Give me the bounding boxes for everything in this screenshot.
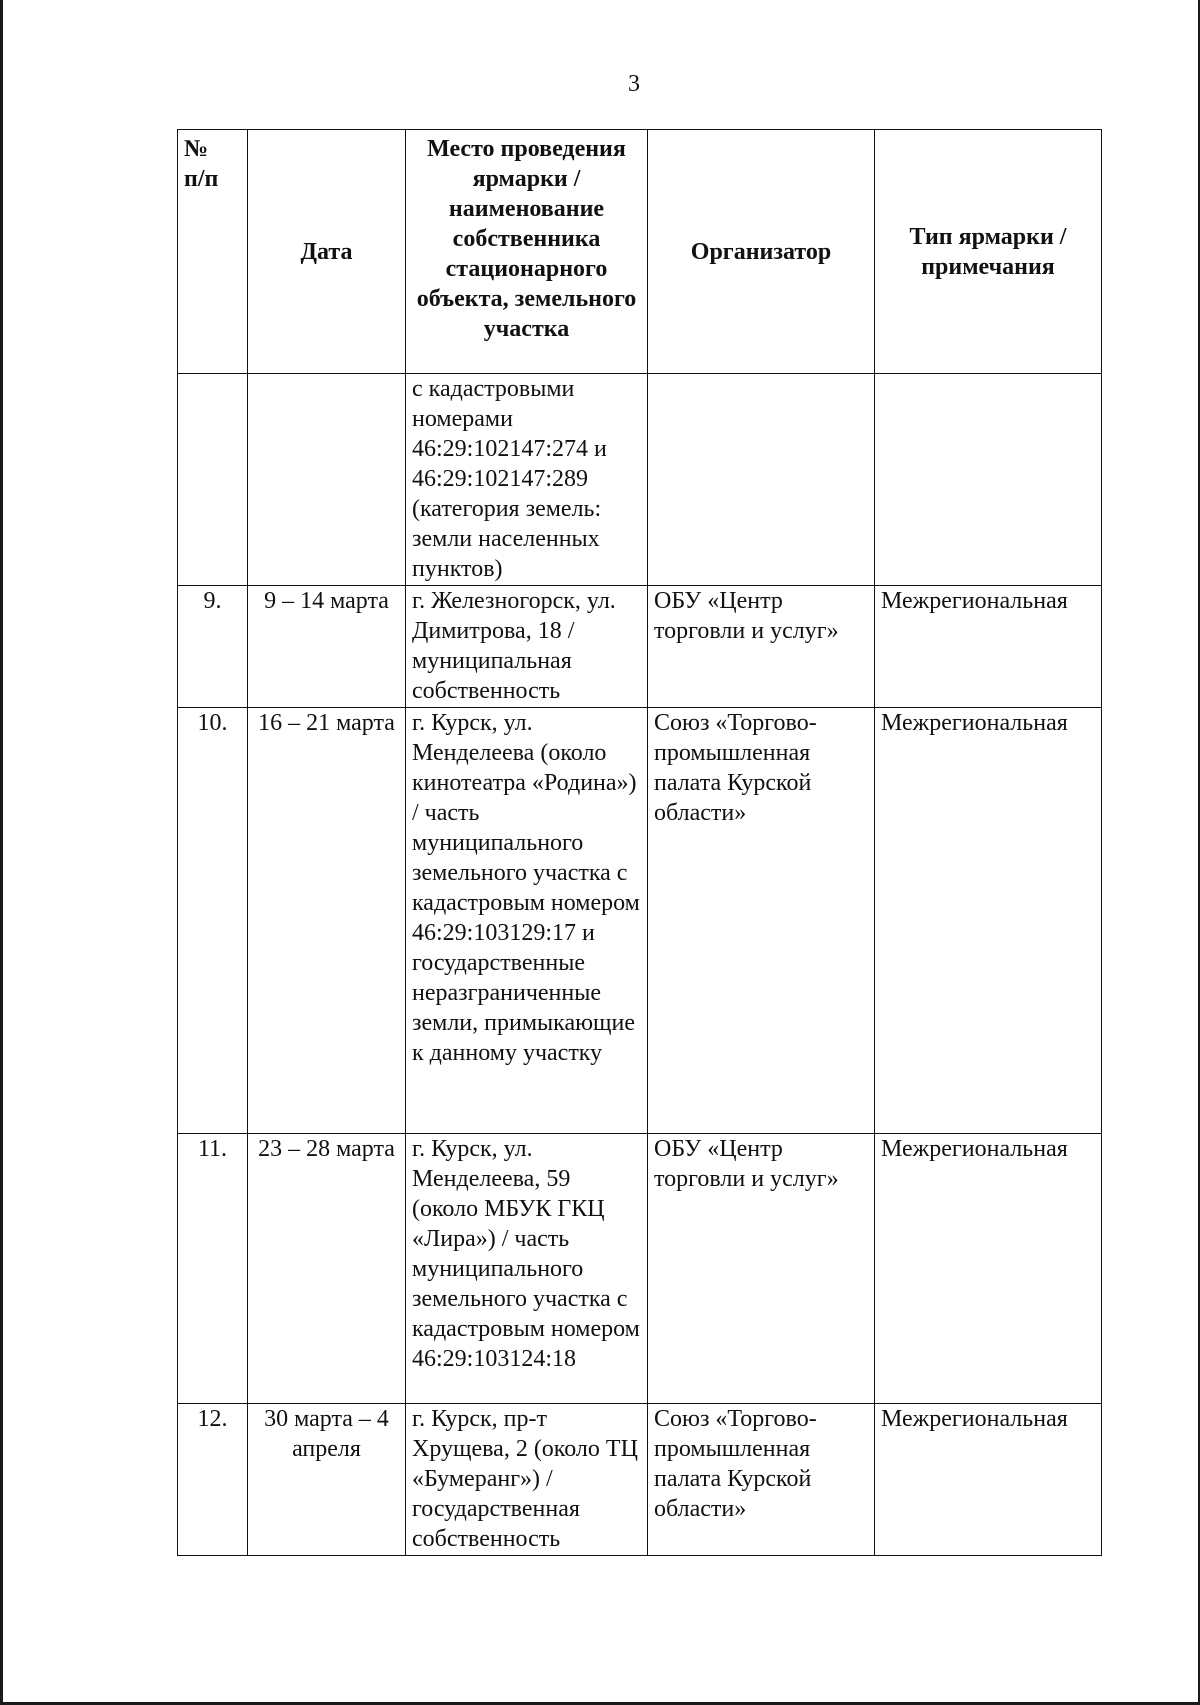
row-organizer: Союз «Торгово-промышленная палата Курской области» bbox=[648, 1404, 875, 1556]
row-date: 9 – 14 марта bbox=[248, 586, 406, 708]
row-number bbox=[178, 374, 248, 586]
row-place: г. Железногорск, ул. Димитрова, 18 / муниципальная собственность bbox=[406, 586, 648, 708]
row-type: Межрегиональная bbox=[875, 1134, 1102, 1404]
row-date: 30 марта – 4 апреля bbox=[248, 1404, 406, 1556]
row-type: Межрегиональная bbox=[875, 708, 1102, 1134]
row-date bbox=[248, 374, 406, 586]
row-number: 12. bbox=[178, 1404, 248, 1556]
row-organizer: ОБУ «Центр торговли и услуг» bbox=[648, 1134, 875, 1404]
row-organizer bbox=[648, 374, 875, 586]
header-organizer: Организатор bbox=[648, 130, 875, 374]
table-row bbox=[178, 1134, 1102, 1404]
row-date: 23 – 28 марта bbox=[248, 1134, 406, 1404]
row-date: 16 – 21 марта bbox=[248, 708, 406, 1134]
row-organizer: Союз «Торгово-промышленная палата Курской области» bbox=[648, 708, 875, 1134]
row-organizer: ОБУ «Центр торговли и услуг» bbox=[648, 586, 875, 708]
header-type: Тип ярмарки / примечания bbox=[875, 130, 1102, 374]
row-type: Межрегиональная bbox=[875, 1404, 1102, 1556]
header-place: Место проведения ярмарки / наименование собственника стационарного объекта, земельного участка bbox=[406, 130, 648, 374]
row-number: 11. bbox=[178, 1134, 248, 1404]
table-row bbox=[178, 586, 1102, 708]
fairs-table bbox=[177, 129, 1102, 1556]
row-place: г. Курск, ул. Менделеева, 59 (около МБУК ГКЦ «Лира») / часть муниципального земельного участка с кадастровым номером 46:29:103124:18 bbox=[406, 1134, 648, 1404]
header-date: Дата bbox=[248, 130, 406, 374]
table-header-row bbox=[178, 130, 1102, 374]
page-number: 3 bbox=[628, 71, 640, 97]
scan-border-left bbox=[0, 0, 3, 1705]
row-place: с кадастровыми номерами 46:29:102147:274 и 46:29:102147:289 (категория земель: земли населенных пунктов) bbox=[406, 374, 648, 586]
row-type bbox=[875, 374, 1102, 586]
row-number: 10. bbox=[178, 708, 248, 1134]
header-number: № п/п bbox=[178, 130, 248, 374]
table-row bbox=[178, 1404, 1102, 1556]
table-row bbox=[178, 374, 1102, 586]
row-number: 9. bbox=[178, 586, 248, 708]
row-place: г. Курск, ул. Менделеева (около кинотеатра «Родина») / часть муниципального земельного участка с кадастровым номером 46:29:103129:17 и государственные неразграниченные земли, примыкающие к данному участку bbox=[406, 708, 648, 1134]
table-row bbox=[178, 708, 1102, 1134]
row-place: г. Курск, пр-т Хрущева, 2 (около ТЦ «Бумеранг») / государственная собственность bbox=[406, 1404, 648, 1556]
row-type: Межрегиональная bbox=[875, 586, 1102, 708]
